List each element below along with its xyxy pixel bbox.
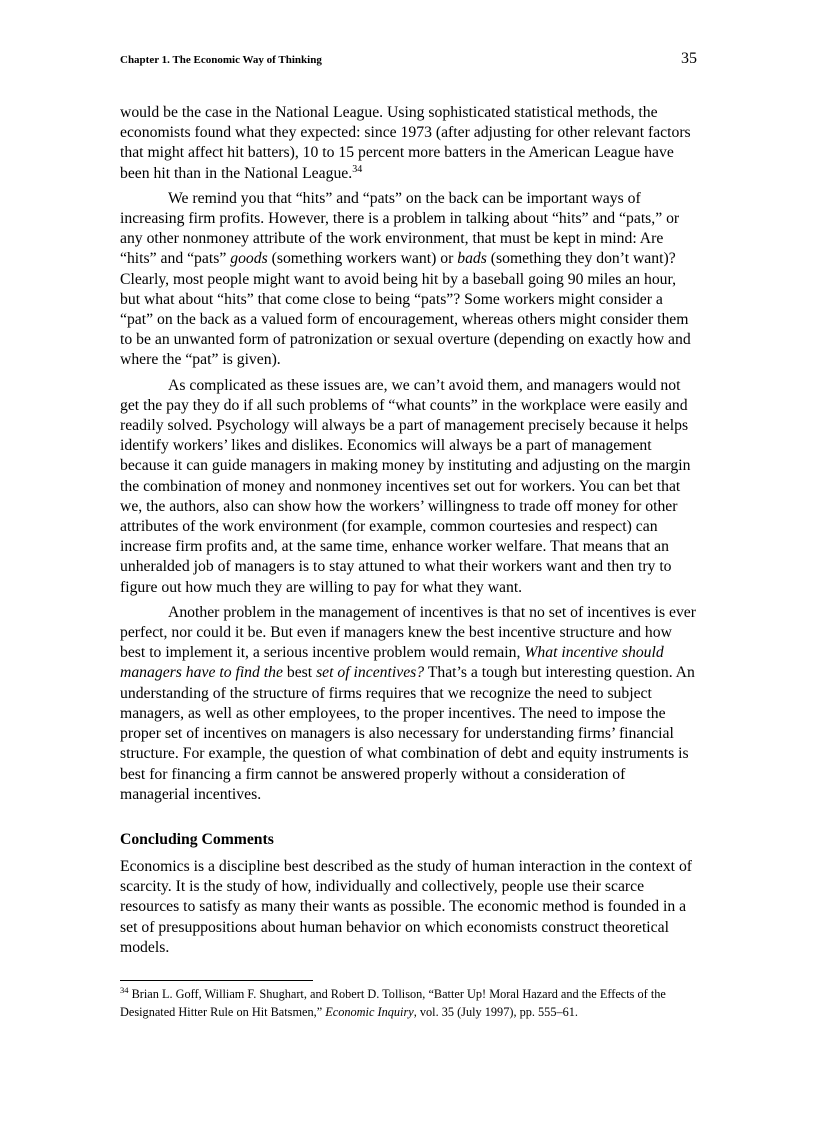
paragraph-concluding: Economics is a discipline best described as the study of human interaction in the context of scarcity. It is the study of how, individually and collectively, people use their scarce resources to satisfy as many their wants as possible. The economic method is founded in a set of presuppositions about human behavior on which economists construct theoretical models. — [120, 857, 693, 956]
page-header — [120, 50, 697, 74]
footnote-number: 34 — [120, 985, 129, 995]
footnote-text — [120, 987, 666, 1019]
italic-text: bads — [457, 250, 487, 268]
text-run: , vol. 35 (July 1997), pp. 555–61. — [413, 1004, 578, 1019]
italic-text: Economic Inquiry — [325, 1004, 414, 1019]
text-run: (something they don’t want)? Clearly, most people might want to avoid being hit by a baseball going 90 miles an hour, but what about “hits” that come close to being “pats”? Some workers might consider a “pat” on the back as a valued form of encouragement, whereas others might consider them to be an unwanted form of patronization or sexual overture (depending on exactly how and where the “pat” is given). — [120, 250, 691, 369]
section-heading: Concluding Comments — [120, 830, 274, 848]
text-run: would be the case in the National League. Using sophisticated statistical methods, the economists found what they expected: since 1973 (after adjusting for other relevant factors that might affect hit batters), 10 to 15 percent more batters in the American League have been hit than in the National League. — [120, 104, 691, 182]
italic-text: set of incentives? — [316, 664, 425, 682]
text-run: (something workers want) or — [267, 250, 458, 268]
paragraph-hits-and-pats — [120, 189, 697, 371]
page-number: 35 — [681, 50, 697, 67]
text-run: Brian L. Goff, William F. Shughart, and Robert D. Tollison, “Batter Up! Moral Hazard and the Effects of the Designated Hitter Rule on Hit Batsmen,” — [120, 987, 666, 1019]
italic-text: , What incentive should managers have to find the — [120, 644, 664, 682]
text-run: Another problem in the management of incentives is that no set of incentives is ever perfect, nor could it be. But even if managers knew the best incentive structure and how best to implement it, a serious incentive problem would remain — [120, 603, 696, 662]
body-text — [120, 103, 697, 963]
text-run: That’s a tough but interesting question. An understanding of the structure of firms requires that we recognize the need to subject managers, as well as other employees, to the proper incentives. The need to impose the proper set of incentives on managers is also necessary for understanding firms’ financial structure. For example, the question of what combination of debt and equity instruments is best for financing a firm cannot be answered properly without a consideration of managerial incentives. — [120, 664, 695, 803]
paragraph-incentive-structure — [120, 603, 697, 805]
paragraph-what-counts — [120, 376, 697, 598]
text-run: We remind you that “hits” and “pats” on the back can be important ways of increasing firm profits. However, there is a problem in talking about “hits” and “pats,” or any other nonmoney attribute of the work environment, that must be kept in mind: Are “hits” and “pats” — [120, 189, 680, 268]
footnote-divider — [120, 980, 313, 981]
text-run: best — [282, 664, 317, 682]
italic-text: goods — [230, 250, 268, 268]
paragraph-continuation — [120, 103, 697, 184]
running-head: Chapter 1. The Economic Way of Thinking — [120, 54, 322, 66]
footnote-34 — [120, 986, 697, 1021]
footnote-ref: 34 — [352, 163, 363, 175]
text-run: As complicated as these issues are, we can’t avoid them, and managers would not get the pay they do if all such problems of “what counts” in the workplace were easily and readily solved. Psychology will always be a part of management precisely because it helps identify workers’ likes and dislikes. Economics will always be a part of management because it can guide managers in making money by instituting and adjusting on the margin the combination of money and nonmoney incentives set out for workers. You can bet that we, the authors, also can show how the workers’ willingness to trade off money for other attributes of the work environment (for example, common courtesies and respect) can increase firm profits and, at the same time, enhance worker welfare. That means that an unheralded job of managers is to stay attuned to what their workers want and then try to figure out how much they are willing to pay for what they want. — [120, 376, 691, 596]
